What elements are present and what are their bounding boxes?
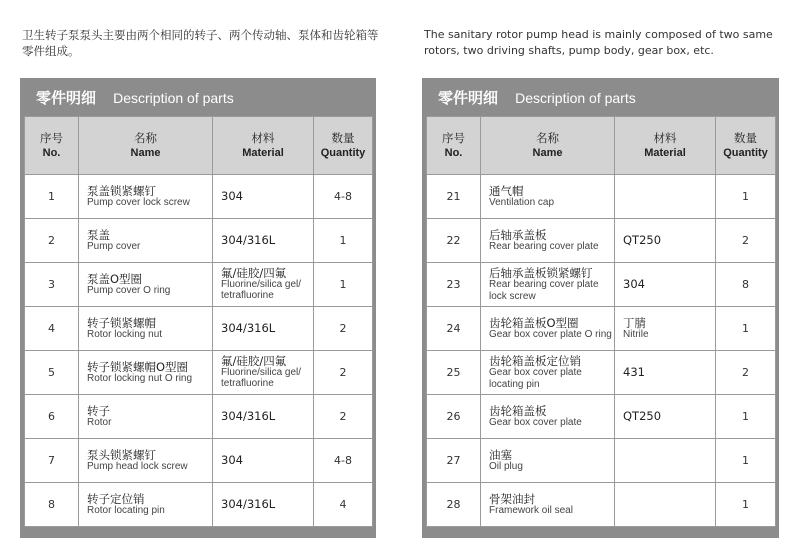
panel-title-en: Description of parts bbox=[515, 90, 636, 106]
cell-no: 21 bbox=[427, 175, 481, 219]
part-name-en: Pump cover bbox=[87, 240, 141, 252]
material-cn: 丁腈 bbox=[623, 315, 646, 330]
table-row bbox=[25, 483, 373, 527]
cell-no: 8 bbox=[25, 483, 79, 527]
cell-no: 24 bbox=[427, 307, 481, 351]
cell-quantity: 1 bbox=[716, 395, 776, 439]
cell-material bbox=[615, 351, 716, 395]
cell-material bbox=[615, 439, 716, 483]
cell-name bbox=[79, 395, 213, 439]
part-name-en: Gear box cover plate O ring bbox=[489, 328, 612, 340]
panel-title bbox=[426, 78, 775, 116]
part-name-cn: 油塞 bbox=[489, 447, 512, 462]
part-name-cn: 泵盖 bbox=[87, 227, 110, 242]
part-name-cn: 齿轮箱盖板 bbox=[489, 403, 547, 418]
panel-title-cn: 零件明细 bbox=[438, 89, 499, 107]
cell-name bbox=[79, 483, 213, 527]
cell-name bbox=[79, 307, 213, 351]
cell-no: 1 bbox=[25, 175, 79, 219]
table-row bbox=[427, 307, 776, 351]
cell-material bbox=[213, 395, 314, 439]
cell-material bbox=[213, 307, 314, 351]
part-name-cn: 泵盖O型圈 bbox=[87, 271, 143, 286]
cell-name bbox=[481, 395, 615, 439]
cell-no: 28 bbox=[427, 483, 481, 527]
cell-material bbox=[615, 395, 716, 439]
part-name-cn: 齿轮箱盖板O型圈 bbox=[489, 315, 579, 330]
cell-name bbox=[481, 439, 615, 483]
cell-name bbox=[481, 263, 615, 307]
parts-table-left bbox=[24, 116, 373, 527]
material-cn: 304/316L bbox=[221, 409, 276, 423]
cell-material bbox=[213, 175, 314, 219]
cell-material bbox=[213, 263, 314, 307]
cell-quantity: 1 bbox=[314, 263, 373, 307]
cell-no: 22 bbox=[427, 219, 481, 263]
material-cn: 304 bbox=[221, 453, 243, 467]
panel-title-cn: 零件明细 bbox=[36, 89, 97, 107]
cell-name bbox=[481, 351, 615, 395]
table-body-right bbox=[427, 175, 776, 527]
table-row bbox=[427, 175, 776, 219]
table-row bbox=[427, 439, 776, 483]
cell-material bbox=[615, 307, 716, 351]
cell-quantity: 4 bbox=[314, 483, 373, 527]
table-row bbox=[25, 219, 373, 263]
table-row bbox=[25, 175, 373, 219]
parts-table-right bbox=[426, 116, 776, 527]
cell-quantity: 1 bbox=[716, 483, 776, 527]
cell-quantity: 2 bbox=[314, 351, 373, 395]
part-name-cn: 泵盖锁紧螺钉 bbox=[87, 183, 156, 198]
header-name: 名称 Name bbox=[481, 117, 615, 175]
cell-quantity: 2 bbox=[314, 307, 373, 351]
part-name-cn: 后轴承盖板锁紧螺钉 bbox=[489, 265, 593, 280]
material-en: Fluorine/silica gel/ tetrafluorine bbox=[221, 367, 302, 389]
cell-no: 27 bbox=[427, 439, 481, 483]
cell-quantity: 1 bbox=[716, 175, 776, 219]
material-cn: 304/316L bbox=[221, 233, 276, 247]
parts-panel-right bbox=[422, 78, 779, 538]
cell-quantity: 4-8 bbox=[314, 439, 373, 483]
cell-no: 2 bbox=[25, 219, 79, 263]
cell-name bbox=[481, 483, 615, 527]
header-material: 材料 Material bbox=[615, 117, 716, 175]
part-name-en: Rotor locking nut bbox=[87, 328, 163, 340]
cell-name bbox=[79, 219, 213, 263]
cell-quantity: 1 bbox=[716, 439, 776, 483]
table-row bbox=[427, 483, 776, 527]
table-row bbox=[427, 351, 776, 395]
header-quantity: 数量 Quantity bbox=[314, 117, 373, 175]
header-no: 序号 No. bbox=[427, 117, 481, 175]
cell-no: 23 bbox=[427, 263, 481, 307]
table-row bbox=[427, 395, 776, 439]
material-cn: 304 bbox=[221, 189, 243, 203]
material-cn: 氟/硅胶/四氟 bbox=[221, 266, 287, 280]
header-quantity: 数量 Quantity bbox=[716, 117, 776, 175]
part-name-cn: 骨架油封 bbox=[489, 491, 535, 506]
part-name-en: Rear bearing cover plate bbox=[489, 240, 599, 252]
cell-no: 6 bbox=[25, 395, 79, 439]
table-row bbox=[25, 263, 373, 307]
cell-name bbox=[79, 175, 213, 219]
intro-text-cn: 卫生转子泵泵头主要由两个相同的转子、两个传动轴、泵体和齿轮箱等零件组成。 bbox=[22, 28, 379, 58]
cell-material bbox=[213, 439, 314, 483]
table-body-left bbox=[25, 175, 373, 527]
cell-no: 4 bbox=[25, 307, 79, 351]
panel-title-en: Description of parts bbox=[113, 90, 234, 106]
material-cn: 431 bbox=[623, 365, 645, 379]
part-name-cn: 后轴承盖板 bbox=[489, 227, 547, 242]
cell-material bbox=[213, 483, 314, 527]
cell-no: 25 bbox=[427, 351, 481, 395]
part-name-cn: 泵头锁紧螺钉 bbox=[87, 447, 156, 462]
part-name-en: Ventilation cap bbox=[489, 196, 555, 208]
panel-title bbox=[24, 78, 372, 116]
cell-quantity: 1 bbox=[716, 307, 776, 351]
part-name-cn: 转子锁紧螺帽O型圈 bbox=[87, 359, 189, 374]
part-name-en: Pump cover O ring bbox=[87, 284, 171, 296]
table-row bbox=[427, 219, 776, 263]
cell-name bbox=[79, 439, 213, 483]
table-header-row bbox=[427, 117, 776, 175]
material-cn: QT250 bbox=[623, 233, 662, 247]
cell-no: 26 bbox=[427, 395, 481, 439]
cell-material bbox=[213, 351, 314, 395]
table-row bbox=[25, 307, 373, 351]
table-row bbox=[427, 263, 776, 307]
header-material: 材料 Material bbox=[213, 117, 314, 175]
part-name-en: Oil plug bbox=[489, 460, 523, 472]
part-name-cn: 转子定位销 bbox=[87, 491, 145, 506]
cell-material bbox=[615, 175, 716, 219]
cell-name bbox=[79, 263, 213, 307]
material-en: Nitrile bbox=[623, 328, 649, 340]
part-name-cn: 通气帽 bbox=[489, 183, 524, 198]
header-name: 名称 Name bbox=[79, 117, 213, 175]
material-cn: QT250 bbox=[623, 409, 662, 423]
cell-name bbox=[481, 219, 615, 263]
cell-quantity: 2 bbox=[716, 219, 776, 263]
part-name-en: Rotor locating pin bbox=[87, 504, 165, 516]
material-cn: 304 bbox=[623, 277, 645, 291]
material-cn: 304/316L bbox=[221, 321, 276, 335]
cell-material bbox=[213, 219, 314, 263]
cell-quantity: 8 bbox=[716, 263, 776, 307]
cell-quantity: 2 bbox=[314, 395, 373, 439]
part-name-en: Framework oil seal bbox=[489, 504, 573, 516]
part-name-cn: 转子锁紧螺帽 bbox=[87, 315, 156, 330]
cell-material bbox=[615, 263, 716, 307]
cell-quantity: 1 bbox=[314, 219, 373, 263]
material-en: Fluorine/silica gel/ tetrafluorine bbox=[221, 279, 302, 301]
header-no: 序号 No. bbox=[25, 117, 79, 175]
cell-material bbox=[615, 219, 716, 263]
part-name-en: Rotor locking nut O ring bbox=[87, 372, 193, 384]
cell-material bbox=[615, 483, 716, 527]
part-name-en: Gear box cover plate locating pin bbox=[489, 366, 582, 390]
part-name-en: Pump head lock screw bbox=[87, 460, 188, 472]
cell-name bbox=[481, 307, 615, 351]
part-name-en: Rotor bbox=[87, 416, 112, 428]
part-name-en: Gear box cover plate bbox=[489, 416, 582, 428]
cell-no: 7 bbox=[25, 439, 79, 483]
table-row bbox=[25, 395, 373, 439]
table-row bbox=[25, 351, 373, 395]
part-name-en: Pump cover lock screw bbox=[87, 196, 190, 208]
part-name-cn: 齿轮箱盖板定位销 bbox=[489, 353, 581, 368]
material-cn: 304/316L bbox=[221, 497, 276, 511]
parts-panel-left bbox=[20, 78, 376, 538]
part-name-cn: 转子 bbox=[87, 403, 110, 418]
part-name-en: Rear bearing cover plate lock screw bbox=[489, 278, 599, 302]
table-header-row bbox=[25, 117, 373, 175]
cell-name bbox=[79, 351, 213, 395]
intro-text-en: The sanitary rotor pump head is mainly composed of two same rotors, two driving shafts, pump body, gear box, etc. bbox=[424, 28, 773, 57]
cell-name bbox=[481, 175, 615, 219]
cell-quantity: 2 bbox=[716, 351, 776, 395]
material-cn: 氟/硅胶/四氟 bbox=[221, 354, 287, 368]
table-row bbox=[25, 439, 373, 483]
cell-no: 5 bbox=[25, 351, 79, 395]
cell-quantity: 4-8 bbox=[314, 175, 373, 219]
cell-no: 3 bbox=[25, 263, 79, 307]
